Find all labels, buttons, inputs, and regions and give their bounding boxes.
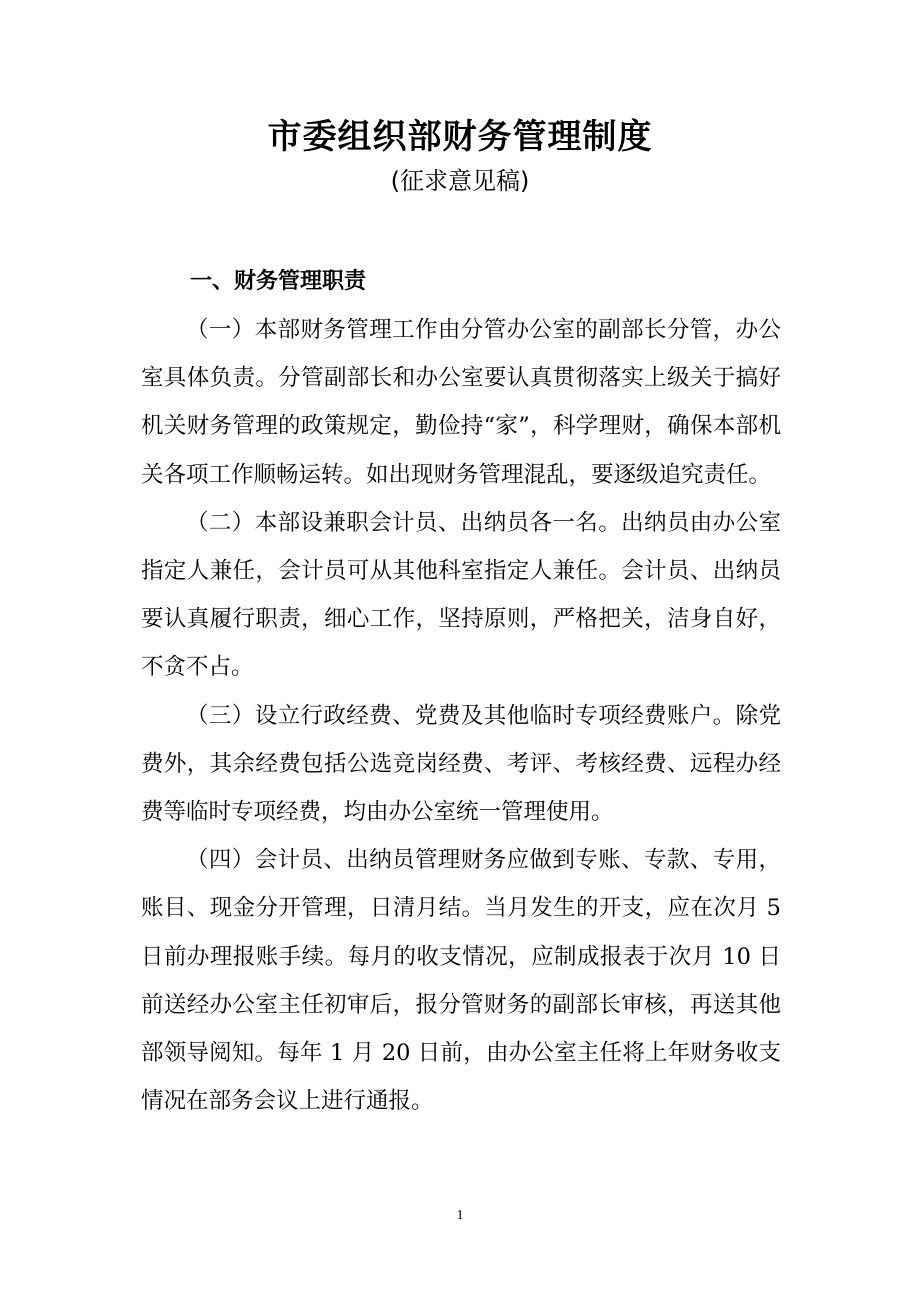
- page-number: 1: [456, 1208, 464, 1223]
- section-heading: 一、财务管理职责: [190, 269, 367, 294]
- paragraph-1: （一）本部财务管理工作由分管办公室的副部长分管，办公室具体负责。分管副部长和办公室要认真贯彻落实上级关于搞好机关财务管理的政策规定，勤俭持“家”，科学理财，确保本部机关各项工作顺畅运转。如出现财务管理混乱，要逐级追究责任。: [141, 317, 781, 488]
- document-subtitle: (征求意见稿): [390, 167, 530, 195]
- paragraph-4: （四）会计员、出纳员管理财务应做到专账、专款、专用，账目、现金分开管理，日清月结。当月发生的开支，应在次月 5 日前办理报账手续。每月的收支情况，应制成报表于次月 10 日前送经办公室主任初审后，报分管财务的副部长审核，再送其他部领导阅知。每年 1 月 20 日前，由办公室主任将上年财务收支情况在部务会议上进行通报。: [141, 847, 781, 1115]
- section-body: [141, 306, 781, 1125]
- paragraph-3: （三）设立行政经费、党费及其他临时专项经费账户。除党费外，其余经费包括公选竞岗经费、考评、考核经费、远程办经费等临时专项经费，均由办公室统一管理使用。: [141, 702, 781, 826]
- document-title: 市委组织部财务管理制度: [267, 117, 653, 157]
- paragraph-2: （二）本部设兼职会计员、出纳员各一名。出纳员由办公室指定人兼任，会计员可从其他科室指定人兼任。会计员、出纳员要认真履行职责，细心工作，坚持原则，严格把关，洁身自好，不贪不占。: [141, 509, 781, 681]
